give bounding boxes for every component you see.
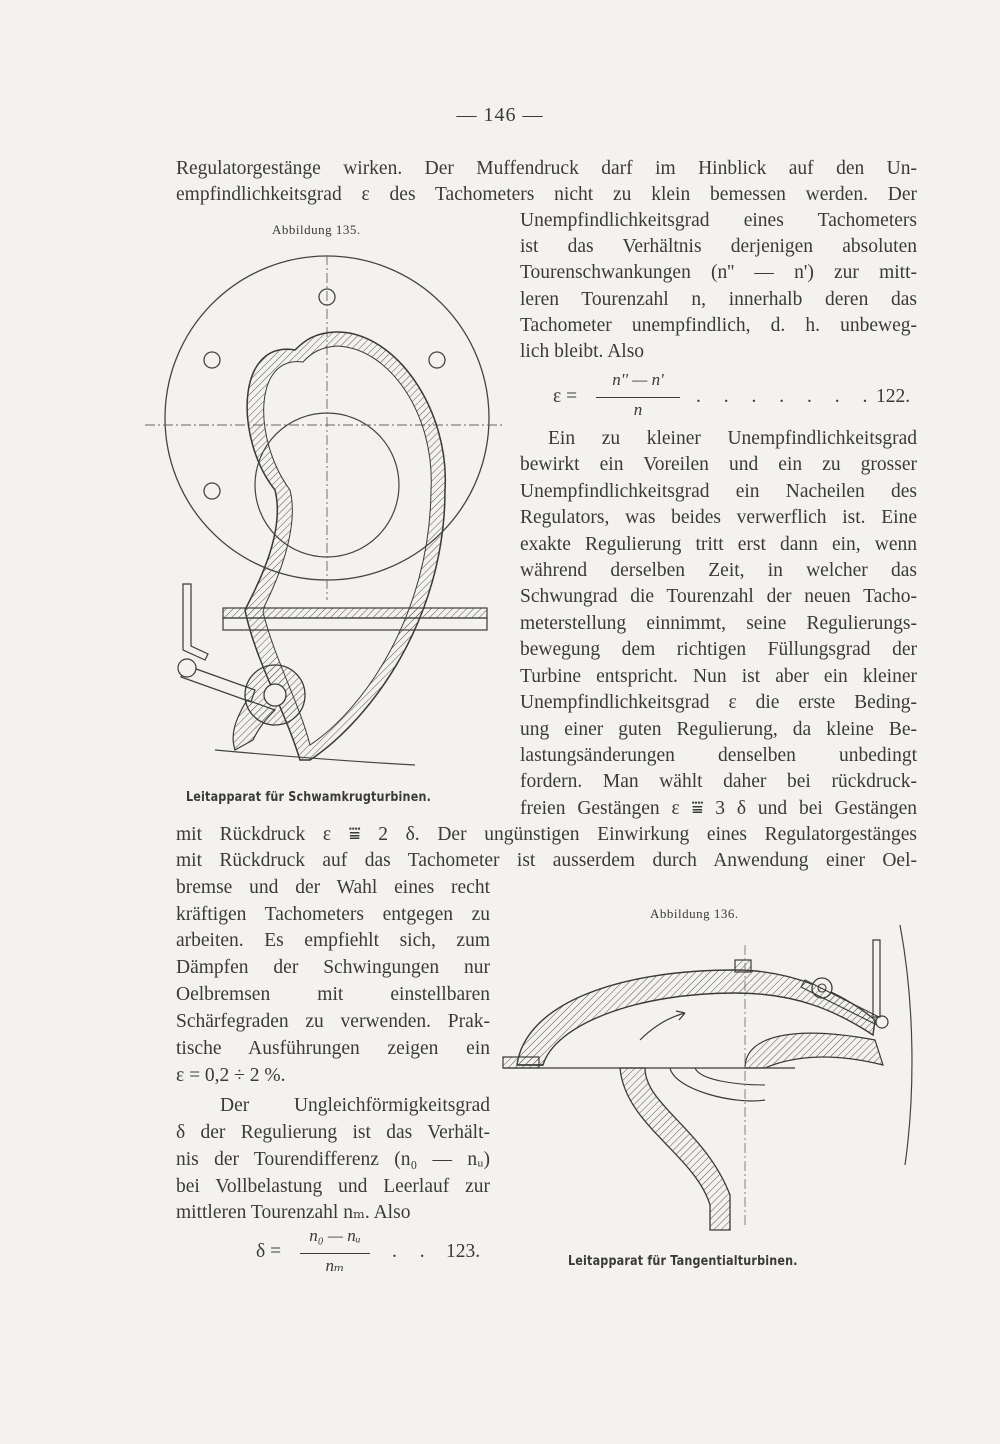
text-line: Unempfindlichkeitsgrad ein Nacheilen des (520, 481, 917, 502)
text-line: Oelbremsen mit einstellbaren (176, 984, 490, 1005)
formula-122-denominator: n (633, 400, 643, 419)
text-line: nis der Tourendifferenz (n₀ — nᵤ) (176, 1149, 490, 1170)
text-line: Turbine entspricht. Nun ist aber ein kleiner (520, 666, 917, 687)
text-line: während derselben Zeit, in welcher das (520, 560, 917, 581)
text-line: Tourenschwankungen (n'' — n') zur mitt- (520, 262, 917, 283)
text-line: meterstellung einnimmt, seine Regulierungs- (520, 613, 917, 634)
formula-123-fraction-bar (300, 1253, 370, 1254)
text-line: tische Ausführungen zeigen ein (176, 1038, 490, 1059)
figure-136-drawing (495, 925, 915, 1245)
formula-123-numerator: n₀ — nᵤ (309, 1226, 361, 1245)
figure-135-caption: Leitapparat für Schwamkrugturbinen. (186, 790, 431, 805)
formula-122-numerator: n'' — n' (612, 370, 664, 389)
page-number: — 146 — (456, 104, 544, 126)
text-line: empfindlichkeitsgrad ε des Tachometers nicht zu klein bemessen werden. Der (176, 184, 917, 205)
formula-122-number: 122. (876, 386, 911, 407)
text-line: ung einer guten Regulierung, da kleine Be- (520, 719, 917, 740)
formula-122-lhs: ε = (553, 386, 578, 407)
formula-123-leader-dots: . . (392, 1241, 434, 1262)
text-line: Der Ungleichförmigkeitsgrad (220, 1095, 490, 1116)
text-line: ist das Verhältnis derjenigen absoluten (520, 236, 917, 257)
text-line: Schwungrad die Tourenzahl der neuen Tacho- (520, 586, 917, 607)
formula-123-denominator: nₘ (325, 1256, 345, 1275)
text-line: bei Vollbelastung und Leerlauf zur (176, 1176, 490, 1197)
text-line: kräftigen Tachometers entgegen zu (176, 904, 490, 925)
text-line: leren Tourenzahl n, innerhalb deren das (520, 289, 917, 310)
text-line: mit Rückdruck auf das Tachometer ist ausserdem durch Anwendung einer Oel- (176, 850, 917, 871)
text-line: Regulators, was beides verwerflich ist. Eine (520, 507, 917, 528)
text-line: mit Rückdruck ε ⩸ 2 δ. Der ungünstigen Einwirkung eines Regulatorgestänges (176, 824, 917, 845)
text-line: bewegung dem richtigen Füllungsgrad der (520, 639, 917, 660)
text-line: Dämpfen der Schwingungen nur (176, 957, 490, 978)
text-line: Tachometer unempfindlich, d. h. unbeweg- (520, 315, 917, 336)
text-line: mittleren Tourenzahl nₘ. Also (176, 1202, 411, 1223)
text-line: bewirkt ein Voreilen und ein zu grosser (520, 454, 917, 475)
formula-122-leader-dots: . . . . . . . (696, 386, 877, 407)
text-line: exakte Regulierung tritt erst dann ein, wenn (520, 534, 917, 555)
text-line: δ der Regulierung ist das Verhält- (176, 1122, 490, 1143)
figure-135-drawing (135, 240, 510, 800)
formula-123-number: 123. (446, 1241, 481, 1262)
text-line: freien Gestängen ε ⩸ 3 δ und bei Gestängen (520, 798, 917, 819)
figure-136-label: Abbildung 136. (650, 906, 739, 921)
text-line: bremse und der Wahl eines recht (176, 877, 490, 898)
text-line: Unempfindlichkeitsgrad ε die erste Beding- (520, 692, 917, 713)
figure-135-label: Abbildung 135. (272, 222, 361, 237)
text-line: fordern. Man wählt daher bei rückdruck- (520, 771, 917, 792)
figure-136-caption: Leitapparat für Tangentialturbinen. (568, 1254, 798, 1269)
formula-122-fraction-bar (596, 397, 680, 398)
text-line: Unempfindlichkeitsgrad eines Tachometers (520, 210, 917, 231)
text-line: lich bleibt. Also (520, 341, 645, 362)
text-line: arbeiten. Es empfiehlt sich, zum (176, 930, 490, 951)
text-line: ε = 0,2 ÷ 2 %. (176, 1065, 286, 1086)
formula-123-lhs: δ = (256, 1241, 282, 1262)
text-line: Ein zu kleiner Unempfindlichkeitsgrad (548, 428, 917, 449)
text-line: Schärfegraden zu verwenden. Prak- (176, 1011, 490, 1032)
text-line: lastungsänderungen denselben unbedingt (520, 745, 917, 766)
text-line: Regulatorgestänge wirken. Der Muffendruck darf im Hinblick auf den Un- (176, 158, 917, 179)
